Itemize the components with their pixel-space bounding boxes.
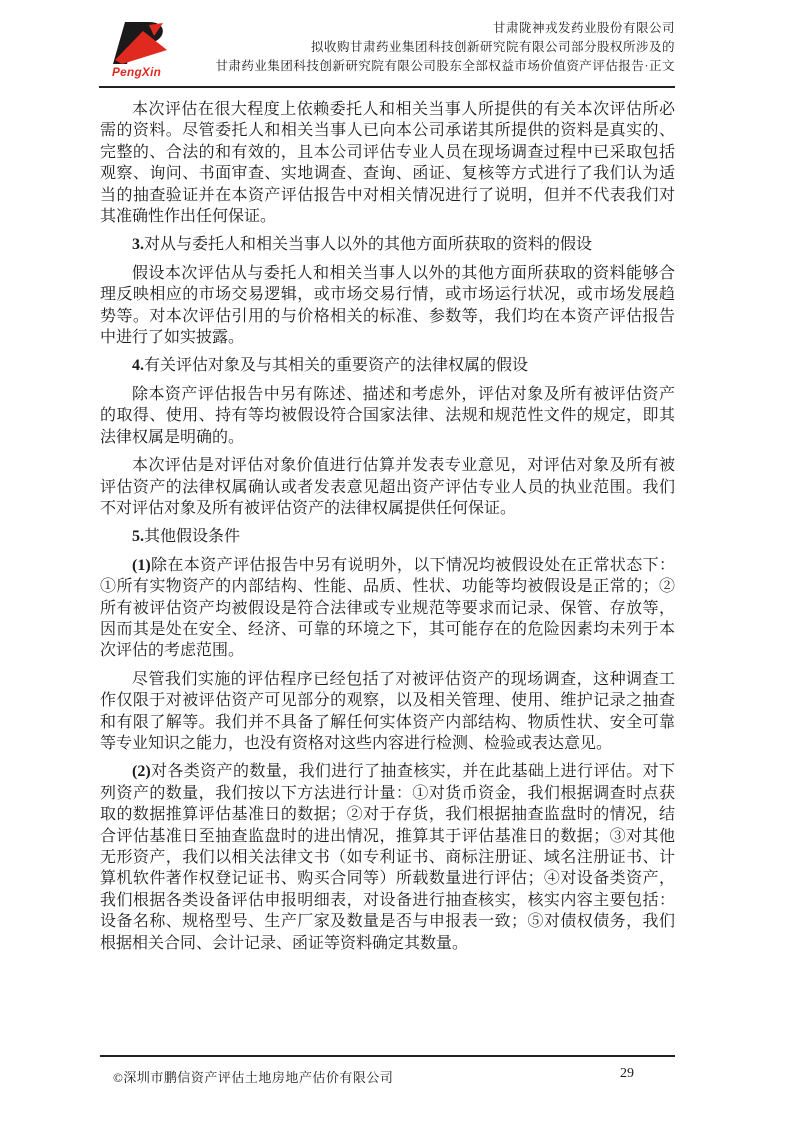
report-header <box>215 19 675 75</box>
paragraph-asset-quantity: (2)对各类资产的数量，我们进行了抽查核实，并在此基础上进行评估。对下列资产的数量，我们按以下方法进行计量：①对货币资金，我们根据调查时点获取的数据推算评估基准日的数据；②对于存货，我们根据抽查监盘时的情况，结合评估基准日至抽查监盘时的进出情况，推算其于评估基准日的数据；③对其他无形资产，我们以相关法律文书（如专利证书、商标注册证、域名注册证书、计算机软件著作权登记证书、购买合同等）所载数量进行评估；④对设备类资产，我们根据各类设备评估申报明细表，对设备进行抽查核实，核实内容主要包括：设备名称、规格型号、生产厂家及数量是否与申报表一致；⑤对债权债务，我们根据相关合同、会计记录、函证等资料确定其数量。 <box>100 763 675 952</box>
paragraph-reliance: 本次评估在很大程度上依赖委托人和相关当事人所提供的有关本次评估所必需的资料。尽管委托人和相关当事人已向本公司承诺其所提供的资料是真实的、完整的、合法的和有效的，且本公司评估专业人员在现场调查过程中已采取包括观察、询问、书面审查、实地调查、查询、函证、复核等方式进行了我们认为适当的抽查验证并在本资产评估报告中对相关情况进行了说明，但并不代表我们对其准确性作出任何保证。 <box>100 101 675 226</box>
header-line-company: 甘肃陇神戎发药业股份有限公司 <box>492 21 675 35</box>
header-divider <box>99 86 675 88</box>
header-line-report-title: 甘肃药业集团科技创新研究院有限公司股东全部权益市场价值资产评估报告·正文 <box>215 58 675 73</box>
copyright-text: ©深圳市鹏信资产评估土地房地产估价有限公司 <box>113 1070 394 1085</box>
section-heading-5: 5.其他假设条件 <box>132 528 241 546</box>
section-heading-4: 4.有关评估对象及与其相关的重要资产的法律权属的假设 <box>132 357 529 375</box>
section-heading-3: 3.对从与委托人和相关当事人以外的其他方面所获取的资料的假设 <box>132 236 593 254</box>
page-number: 29 <box>620 1066 634 1081</box>
paragraph-other-assumptions-1: (1)除在本资产评估报告中另有说明外，以下情况均被假设处在正常状态下：①所有实物资产的内部结构、性能、品质、性状、功能等均被假设是正常的；②所有被评估资产均被假设是符合法律或专业规范等要求而记录、保管、存放等，因而其是处在安全、经济、可靠的环境之下，其可能存在的危险因素均未列于本次评估的考虑范围。 <box>100 556 675 660</box>
paragraph-legal-ownership-2: 本次评估是对评估对象价值进行估算并发表专业意见，对评估对象及所有被评估资产的法律权属确认或者发表意见超出资产评估专业人员的执业范围。我们不对评估对象及所有被评估资产的法律权属提供任何保证。 <box>100 457 675 517</box>
document-body <box>100 99 675 961</box>
pengxin-logo-icon <box>112 21 168 65</box>
pengxin-logo-text: PengXin <box>112 65 162 79</box>
header-line-transaction: 拟收购甘肃药业集团科技创新研究院有限公司部分股权所涉及的 <box>310 39 675 54</box>
footer-divider <box>100 1055 675 1057</box>
paragraph-third-party-data: 假设本次评估从与委托人和相关当事人以外的其他方面所获取的资料能够合理反映相应的市场交易逻辑，或市场交易行情，或市场运行状况，或市场发展趋势等。对本次评估引用的与价格相关的标准、参数等，我们均在本资产评估报告中进行了如实披露。 <box>100 264 675 347</box>
paragraph-legal-ownership-1: 除本资产评估报告中另有陈述、描述和考虑外，评估对象及所有被评估资产的取得、使用、持有等均被假设符合国家法律、法规和规范性文件的规定，即其法律权属是明确的。 <box>100 385 675 446</box>
pengxin-logo <box>112 21 170 78</box>
paragraph-site-survey: 尽管我们实施的评估程序已经包括了对被评估资产的现场调查，这种调查工作仅限于对被评估资产可见部分的观察，以及相关管理、使用、维护记录之抽查和有限了解等。我们并不具备了解任何实体资产内部结构、物质性状、安全可靠等专业知识之能力，也没有资格对这些内容进行检测、检验或表达意见。 <box>100 670 675 752</box>
